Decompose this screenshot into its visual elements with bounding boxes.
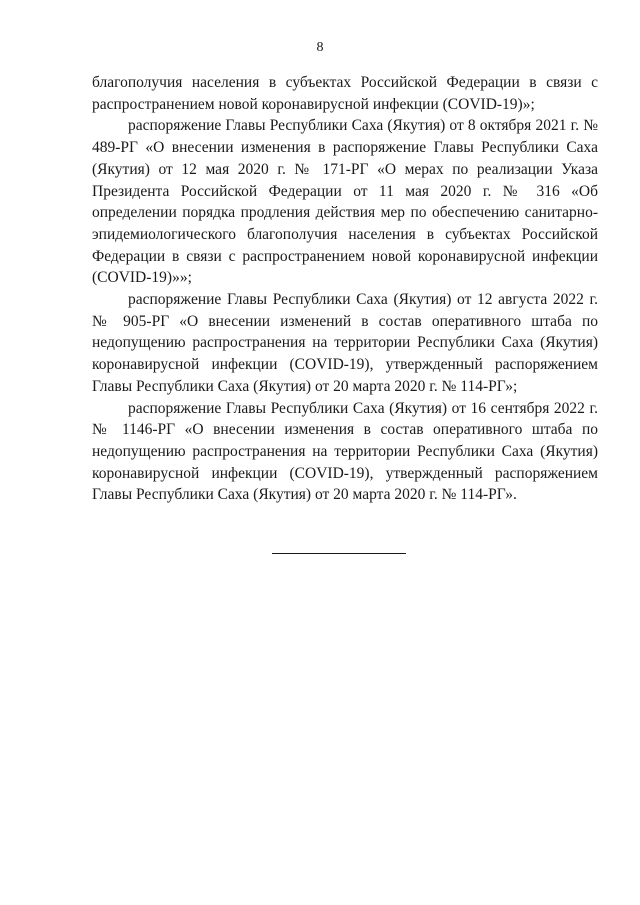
- document-body: [92, 72, 598, 506]
- end-of-document-line: [272, 553, 406, 554]
- page-number: 8: [316, 40, 324, 55]
- paragraph-decree-905: распоряжение Главы Республики Саха (Якутия) от 12 августа 2022 г. № 905-РГ «О внесении изменений в состав оперативного штаба по недопущению распространения на территории Республики Саха (Якутия) коронавирусной инфекции (COVID-19), утвержденный распоряжением Главы Республики Саха (Якутия) от 20 марта 2020 г. № 114-РГ»;: [92, 291, 598, 395]
- paragraph-continuation: благополучия населения в субъектах Российской Федерации в связи с распространением новой коронавирусной инфекции (COVID-19)»;: [92, 74, 598, 113]
- paragraph-decree-489: распоряжение Главы Республики Саха (Якутия) от 8 октября 2021 г. № 489-РГ «О внесении изменения в распоряжение Главы Республики Саха (Якутия) от 12 мая 2020 г. № 171-РГ «О мерах по реализации Указа Президента Российской Федерации от 11 мая 2020 г. № 316 «Об определении порядка продления действия мер по обеспечению санитарно-эпидемиологического благополучия населения в субъектах Российской Федерации в связи с распространением новой коронавирусной инфекции (COVID-19)»»;: [92, 117, 598, 287]
- paragraph-decree-1146: распоряжение Главы Республики Саха (Якутия) от 16 сентября 2022 г. № 1146-РГ «О внесении изменения в состав оперативного штаба по недопущению распространения на территории Республики Саха (Якутия) коронавирусной инфекции (COVID-19), утвержденный распоряжением Главы Республики Саха (Якутия) от 20 марта 2020 г. № 114-РГ».: [92, 399, 598, 504]
